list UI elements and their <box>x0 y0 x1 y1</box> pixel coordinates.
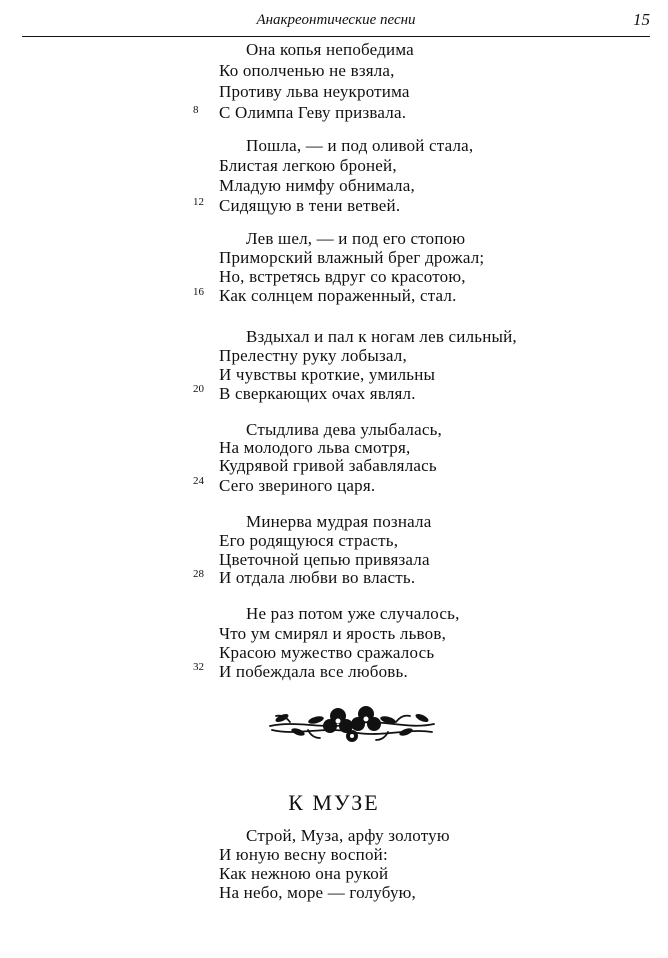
verse-line: Противу льва неукротима <box>219 82 410 101</box>
line-number: 32 <box>193 661 204 673</box>
header-rule <box>22 36 650 37</box>
line-number: 24 <box>193 475 204 487</box>
verse-line: Что ум смирял и ярость львов, <box>219 624 447 643</box>
verse-line: Сего звериного царя. <box>219 476 376 495</box>
verse-line: Прелестну руку лобызал, <box>219 346 407 365</box>
verse-line: Цветочной цепью привязала <box>219 550 430 569</box>
line-number: 8 <box>193 104 199 116</box>
verse-line: Младую нимфу обнимала, <box>219 176 415 195</box>
verse-line: Минерва мудрая познала <box>246 512 432 531</box>
verse-line: Как нежною она рукой <box>219 864 389 883</box>
verse-line: На молодого льва смотря, <box>219 438 411 457</box>
verse-line: Лев шел, — и под его стопою <box>246 229 466 248</box>
verse-line: И отдала любви во власть. <box>219 568 416 587</box>
verse-line: Приморский влажный брег дрожал; <box>219 248 485 267</box>
verse-line: Сидящую в тени ветвей. <box>219 196 401 215</box>
verse-line: Красою мужество сражалось <box>219 643 435 662</box>
verse-line: И чувствы кроткие, умильны <box>219 365 436 384</box>
running-header <box>22 10 650 36</box>
line-number: 16 <box>193 286 204 298</box>
verse-line: Строй, Муза, арфу золотую <box>246 826 450 845</box>
verse-line: С Олимпа Геву призвала. <box>219 103 407 122</box>
verse-line: Блистая легкою броней, <box>219 156 397 175</box>
verse-line: Она копья непобедима <box>246 40 414 59</box>
verse-line: Пошла, — и под оливой стала, <box>246 136 474 155</box>
verse-line: На небо, море — голубую, <box>219 883 417 902</box>
verse-line: И побеждала все любовь. <box>219 662 408 681</box>
verse-line: Как солнцем пораженный, стал. <box>219 286 457 305</box>
poem-title: К МУЗЕ <box>288 790 380 815</box>
page-number: 15 <box>633 10 650 29</box>
verse-line: Ко ополченью не взяла, <box>219 61 395 80</box>
line-number: 28 <box>193 568 204 580</box>
running-title: Анакреонтические песни <box>256 12 416 28</box>
floral-vignette-icon <box>268 700 436 746</box>
line-number: 20 <box>193 383 204 395</box>
verse-line: Его родящуюся страсть, <box>219 531 399 550</box>
verse-line: В сверкающих очах являл. <box>219 384 416 403</box>
line-number: 12 <box>193 196 204 208</box>
verse-line: Вздыхал и пал к ногам лев сильный, <box>246 327 517 346</box>
verse-line: Не раз потом уже случалось, <box>246 604 460 623</box>
verse-line: Стыдлива дева улыбалась, <box>246 420 442 439</box>
verse-line: Кудрявой гривой забавлялась <box>219 456 437 475</box>
verse-line: Но, встретясь вдруг со красотою, <box>219 267 466 286</box>
verse-line: И юную весну воспой: <box>219 845 388 864</box>
